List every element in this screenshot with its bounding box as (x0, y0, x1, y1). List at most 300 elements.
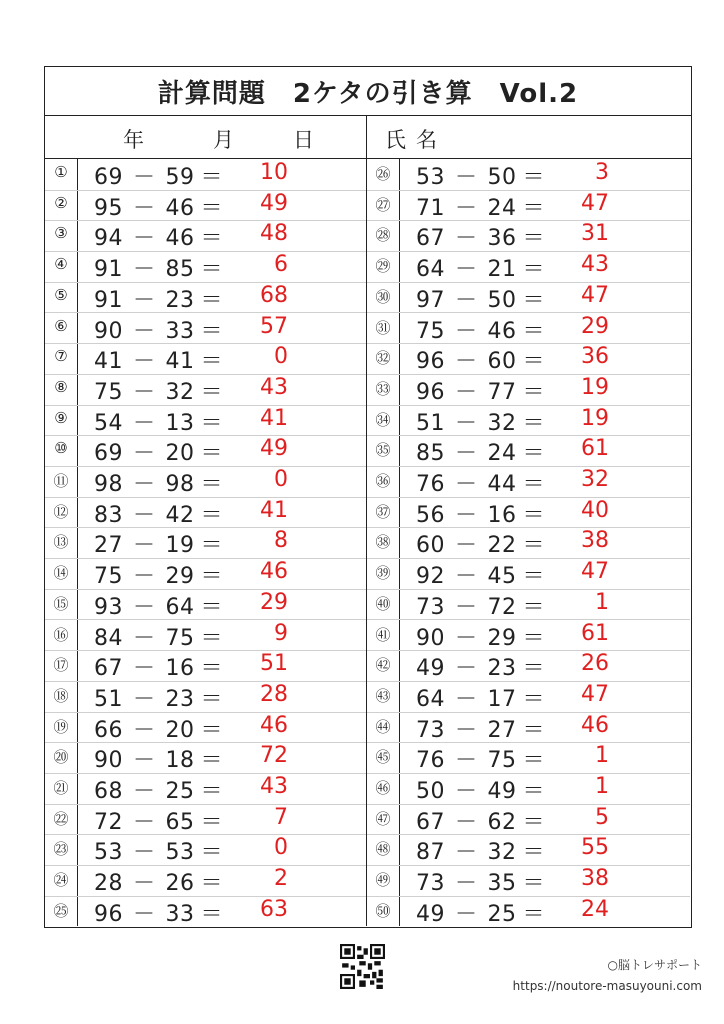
subtrahend: 64 (165, 594, 195, 620)
problem-number: ⑳ (53, 748, 69, 767)
minuend: 69 (94, 165, 123, 190)
subtrahend: 33 (165, 318, 195, 344)
equals-sign: ＝ (522, 594, 546, 620)
minuend: 76 (416, 472, 445, 497)
minuend: 90 (416, 625, 445, 651)
subtrahend: 13 (165, 410, 195, 436)
problem-expression (416, 528, 545, 559)
equals-sign: ＝ (522, 410, 546, 436)
minuend: 53 (94, 840, 123, 866)
problem-row (367, 650, 690, 682)
answer: 29 (260, 589, 288, 615)
problem-number: ㉜ (375, 349, 391, 368)
name-label: 氏名 (385, 128, 447, 152)
minus-sign: － (133, 779, 156, 804)
site-url: https://noutore-masuyouni.com (512, 979, 702, 993)
minus-sign: － (133, 717, 156, 743)
problem-expression (94, 406, 223, 437)
problem-expression (416, 436, 545, 467)
problem-number: ㊳ (375, 533, 391, 552)
problem-number: ⑥ (54, 316, 68, 335)
problem-number: ㉗ (375, 195, 391, 214)
subtrahend: 32 (165, 379, 195, 405)
minus-sign: － (455, 717, 478, 743)
qr-code-icon (340, 944, 385, 989)
minus-sign: － (133, 686, 156, 712)
answer: 3 (595, 160, 609, 185)
equals-sign: ＝ (522, 564, 546, 590)
problem-number: ㊲ (375, 502, 391, 521)
problem-number: ㉙ (375, 257, 391, 276)
equals-sign: ＝ (522, 686, 546, 712)
problem-number: ㊼ (375, 809, 391, 828)
minus-sign: － (133, 257, 156, 283)
problem-number: ㊽ (375, 840, 391, 859)
answer: 6 (274, 252, 288, 278)
minus-sign: － (455, 287, 478, 313)
problem-number: ㉝ (375, 379, 391, 398)
minuend: 96 (416, 349, 445, 375)
minuend: 75 (416, 318, 445, 344)
problem-row (367, 343, 690, 375)
answer: 8 (274, 528, 288, 554)
problem-number: ㉓ (53, 840, 69, 859)
minuend: 66 (94, 717, 123, 743)
problem-number: ⑮ (53, 594, 69, 613)
problem-expression (94, 682, 223, 713)
problem-row (45, 896, 366, 927)
equals-sign: ＝ (522, 748, 546, 774)
problem-expression (94, 897, 223, 928)
worksheet (44, 66, 692, 928)
problem-row (367, 773, 690, 805)
subtrahend: 65 (165, 809, 195, 835)
problem-expression (416, 897, 545, 928)
problem-expression (94, 651, 223, 682)
equals-sign: ＝ (522, 257, 546, 283)
problem-expression (94, 774, 223, 805)
subtrahend: 22 (487, 533, 517, 559)
answer: 0 (274, 344, 288, 370)
minuend: 84 (94, 625, 123, 651)
subtrahend: 72 (487, 594, 517, 620)
problem-expression (416, 866, 545, 897)
problem-number: ④ (54, 255, 68, 274)
minuend: 50 (416, 779, 445, 804)
answer: 49 (260, 190, 288, 216)
subtrahend: 44 (487, 472, 517, 497)
equals-sign: ＝ (200, 502, 224, 528)
problem-number: ㉑ (53, 779, 69, 797)
problem-number: ① (54, 163, 68, 181)
equals-sign: ＝ (200, 901, 224, 927)
problem-number: ㊾ (375, 871, 391, 890)
minus-sign: － (455, 564, 478, 590)
problem-number: ⑲ (53, 717, 69, 736)
minus-sign: － (455, 410, 478, 436)
minuend: 94 (94, 226, 123, 252)
equals-sign: ＝ (200, 625, 224, 651)
minus-sign: － (133, 625, 156, 651)
equals-sign: ＝ (200, 748, 224, 774)
problem-row (45, 558, 366, 590)
answer: 47 (581, 282, 609, 308)
answer: 46 (260, 712, 288, 738)
problem-number: ㊺ (375, 748, 391, 767)
subtrahend: 16 (487, 502, 517, 528)
problem-number: ⑱ (53, 686, 69, 705)
minus-sign: － (133, 441, 156, 467)
problem-expression (94, 743, 223, 774)
problem-number: ⑰ (53, 656, 69, 675)
subtrahend: 98 (165, 472, 195, 497)
minus-sign: － (133, 472, 156, 497)
minuend: 87 (416, 840, 445, 866)
answer: 10 (260, 160, 288, 185)
problem-number: ⑬ (53, 533, 69, 552)
minus-sign: － (133, 809, 156, 835)
minuend: 97 (416, 287, 445, 313)
problem-expression (94, 713, 223, 744)
problem-expression (94, 314, 223, 345)
minuend: 27 (94, 533, 123, 559)
minuend: 67 (416, 226, 445, 252)
answer: 43 (581, 252, 609, 278)
problem-expression (416, 467, 545, 498)
problem-row (367, 804, 690, 836)
problem-row (367, 497, 690, 529)
problem-number: ② (54, 193, 68, 212)
problem-expression (94, 835, 223, 866)
subtrahend: 85 (165, 257, 195, 283)
problem-number: ⑤ (54, 285, 68, 304)
minuend: 96 (416, 379, 445, 405)
answer: 63 (260, 896, 288, 922)
minuend: 67 (416, 809, 445, 835)
problem-row (45, 313, 366, 345)
equals-sign: ＝ (200, 410, 224, 436)
minuend: 73 (416, 717, 445, 743)
problem-number: ㉖ (375, 165, 391, 183)
problem-expression (416, 160, 545, 191)
answer: 28 (260, 681, 288, 707)
problem-row (367, 589, 690, 621)
problem-number: ⑦ (54, 347, 68, 366)
answer: 31 (581, 221, 609, 247)
minuend: 69 (94, 441, 123, 467)
equals-sign: ＝ (200, 779, 224, 804)
problem-number: ③ (54, 224, 68, 243)
equals-sign: ＝ (522, 195, 546, 221)
problem-row (45, 159, 366, 191)
minus-sign: － (455, 379, 478, 405)
minuend: 75 (94, 379, 123, 405)
minuend: 91 (94, 287, 123, 313)
answer: 61 (581, 620, 609, 646)
answer: 41 (260, 405, 288, 431)
minuend: 92 (416, 564, 445, 590)
title-row (45, 67, 691, 116)
problem-row (367, 251, 690, 283)
equals-sign: ＝ (522, 502, 546, 528)
minus-sign: － (455, 195, 478, 221)
subtrahend: 32 (487, 840, 517, 866)
equals-sign: ＝ (200, 287, 224, 313)
problem-column-right (367, 159, 690, 926)
equals-sign: ＝ (522, 656, 546, 682)
answer: 72 (260, 743, 288, 769)
problem-number: ㊷ (375, 656, 391, 675)
equals-sign: ＝ (200, 195, 224, 221)
answer: 19 (581, 405, 609, 431)
brand-text: ○脳トレサポート (607, 958, 702, 972)
answer: 1 (595, 743, 609, 769)
equals-sign: ＝ (522, 809, 546, 835)
problem-expression (416, 651, 545, 682)
minus-sign: － (133, 533, 156, 559)
equals-sign: ＝ (200, 379, 224, 405)
minuend: 75 (94, 564, 123, 590)
minus-sign: － (133, 287, 156, 313)
minuend: 64 (416, 257, 445, 283)
minus-sign: － (455, 318, 478, 344)
minuend: 71 (416, 195, 445, 221)
problem-column-left (45, 159, 367, 926)
minus-sign: － (455, 349, 478, 375)
problem-row (45, 343, 366, 375)
problem-expression (94, 866, 223, 897)
equals-sign: ＝ (522, 287, 546, 313)
problem-number: ㉒ (53, 809, 69, 828)
minuend: 28 (94, 871, 123, 897)
problem-row (45, 220, 366, 252)
problem-row (367, 896, 690, 927)
problem-row (45, 620, 366, 652)
problem-expression (94, 221, 223, 252)
subtrahend: 25 (487, 901, 517, 927)
subtrahend: 32 (487, 410, 517, 436)
problem-expression (94, 467, 223, 498)
minus-sign: － (133, 748, 156, 774)
minuend: 64 (416, 686, 445, 712)
minus-sign: － (455, 656, 478, 682)
problem-row (367, 435, 690, 467)
problem-row (45, 834, 366, 866)
subtrahend: 50 (487, 165, 517, 190)
subtrahend: 29 (487, 625, 517, 651)
answer: 43 (260, 774, 288, 799)
minus-sign: － (455, 165, 478, 190)
answer: 68 (260, 282, 288, 308)
problem-row (45, 190, 366, 222)
minuend: 72 (94, 809, 123, 835)
minus-sign: － (133, 901, 156, 927)
problem-number: ⑧ (54, 377, 68, 396)
equals-sign: ＝ (200, 257, 224, 283)
problem-number: ⑪ (53, 472, 69, 490)
subtrahend: 62 (487, 809, 517, 835)
page-title: 計算問題 2ケタの引き算 Vol.2 (157, 78, 579, 109)
equals-sign: ＝ (522, 472, 546, 497)
problem-number: ㊻ (375, 779, 391, 797)
problem-row (45, 527, 366, 559)
subtrahend: 41 (165, 349, 195, 375)
problem-number: ㊿ (375, 901, 391, 920)
minuend: 68 (94, 779, 123, 804)
problem-expression (416, 191, 545, 222)
problem-expression (94, 436, 223, 467)
equals-sign: ＝ (522, 717, 546, 743)
problem-expression (94, 191, 223, 222)
minuend: 83 (94, 502, 123, 528)
problem-row (367, 742, 690, 774)
answer: 5 (595, 804, 609, 830)
problem-number: ㊵ (375, 594, 391, 613)
minuend: 56 (416, 502, 445, 528)
minuend: 49 (416, 901, 445, 927)
problem-expression (94, 621, 223, 652)
answer: 38 (581, 866, 609, 892)
subtrahend: 75 (165, 625, 195, 651)
minuend: 73 (416, 871, 445, 897)
minuend: 51 (94, 686, 123, 712)
problem-expression (416, 252, 545, 283)
answer: 47 (581, 190, 609, 216)
problem-number: ⑫ (53, 502, 69, 521)
equals-sign: ＝ (200, 871, 224, 897)
problem-expression (416, 344, 545, 375)
subtrahend: 23 (487, 656, 517, 682)
minuend: 76 (416, 748, 445, 774)
subtrahend: 27 (487, 717, 517, 743)
subtrahend: 16 (165, 656, 195, 682)
problem-expression (416, 221, 545, 252)
answer: 48 (260, 221, 288, 247)
minuend: 73 (416, 594, 445, 620)
problem-expression (416, 559, 545, 590)
problem-row (45, 251, 366, 283)
equals-sign: ＝ (200, 226, 224, 252)
problem-expression (94, 528, 223, 559)
problem-number: ㊸ (375, 686, 391, 705)
minuend: 54 (94, 410, 123, 436)
minus-sign: － (133, 349, 156, 375)
equals-sign: ＝ (522, 165, 546, 190)
minus-sign: － (455, 686, 478, 712)
answer: 32 (581, 467, 609, 492)
subtrahend: 24 (487, 195, 517, 221)
subtrahend: 53 (165, 840, 195, 866)
answer: 0 (274, 835, 288, 861)
problem-row (45, 712, 366, 744)
equals-sign: ＝ (522, 840, 546, 866)
minuend: 67 (94, 656, 123, 682)
equals-sign: ＝ (200, 349, 224, 375)
answer: 47 (581, 559, 609, 585)
problem-row (45, 804, 366, 836)
minus-sign: － (455, 809, 478, 835)
equals-sign: ＝ (522, 349, 546, 375)
subtrahend: 20 (165, 441, 195, 467)
minus-sign: － (455, 625, 478, 651)
subtrahend: 75 (487, 748, 517, 774)
equals-sign: ＝ (200, 809, 224, 835)
answer: 49 (260, 436, 288, 462)
equals-sign: ＝ (200, 441, 224, 467)
problem-expression (416, 835, 545, 866)
equals-sign: ＝ (200, 656, 224, 682)
subtrahend: 36 (487, 226, 517, 252)
minus-sign: － (133, 594, 156, 620)
equals-sign: ＝ (522, 901, 546, 927)
equals-sign: ＝ (200, 717, 224, 743)
minuend: 93 (94, 594, 123, 620)
minuend: 49 (416, 656, 445, 682)
answer: 43 (260, 374, 288, 400)
subtrahend: 33 (165, 901, 195, 927)
answer: 2 (274, 866, 288, 892)
subtrahend: 23 (165, 686, 195, 712)
answer: 57 (260, 313, 288, 339)
problem-number: ㊱ (375, 472, 391, 490)
subtrahend: 20 (165, 717, 195, 743)
problem-row (367, 620, 690, 652)
minus-sign: － (455, 502, 478, 528)
answer: 41 (260, 497, 288, 523)
problem-number: ㉞ (375, 410, 391, 429)
problem-expression (94, 498, 223, 529)
subtrahend: 42 (165, 502, 195, 528)
minus-sign: － (133, 656, 156, 682)
equals-sign: ＝ (200, 318, 224, 344)
problem-expression (416, 375, 545, 406)
minus-sign: － (133, 165, 156, 190)
equals-sign: ＝ (200, 564, 224, 590)
problem-expression (416, 743, 545, 774)
problem-grid (45, 159, 690, 926)
equals-sign: ＝ (522, 871, 546, 897)
equals-sign: ＝ (522, 779, 546, 804)
problem-row (367, 558, 690, 590)
equals-sign: ＝ (200, 840, 224, 866)
problem-expression (416, 713, 545, 744)
problem-expression (416, 590, 545, 621)
answer: 1 (595, 589, 609, 615)
minuend: 51 (416, 410, 445, 436)
minus-sign: － (133, 840, 156, 866)
answer: 24 (581, 896, 609, 922)
equals-sign: ＝ (522, 625, 546, 651)
problem-row (45, 435, 366, 467)
problem-row (367, 374, 690, 406)
problem-expression (416, 805, 545, 836)
problem-row (45, 681, 366, 713)
answer: 9 (274, 620, 288, 646)
answer: 7 (274, 804, 288, 830)
problem-expression (94, 344, 223, 375)
minuend: 91 (94, 257, 123, 283)
problem-row (45, 742, 366, 774)
problem-row (367, 466, 690, 498)
subtrahend: 19 (165, 533, 195, 559)
equals-sign: ＝ (200, 594, 224, 620)
problem-expression (416, 774, 545, 805)
problem-expression (94, 375, 223, 406)
minuend: 85 (416, 441, 445, 467)
problem-row (367, 834, 690, 866)
problem-row (45, 497, 366, 529)
subtrahend: 46 (165, 195, 195, 221)
